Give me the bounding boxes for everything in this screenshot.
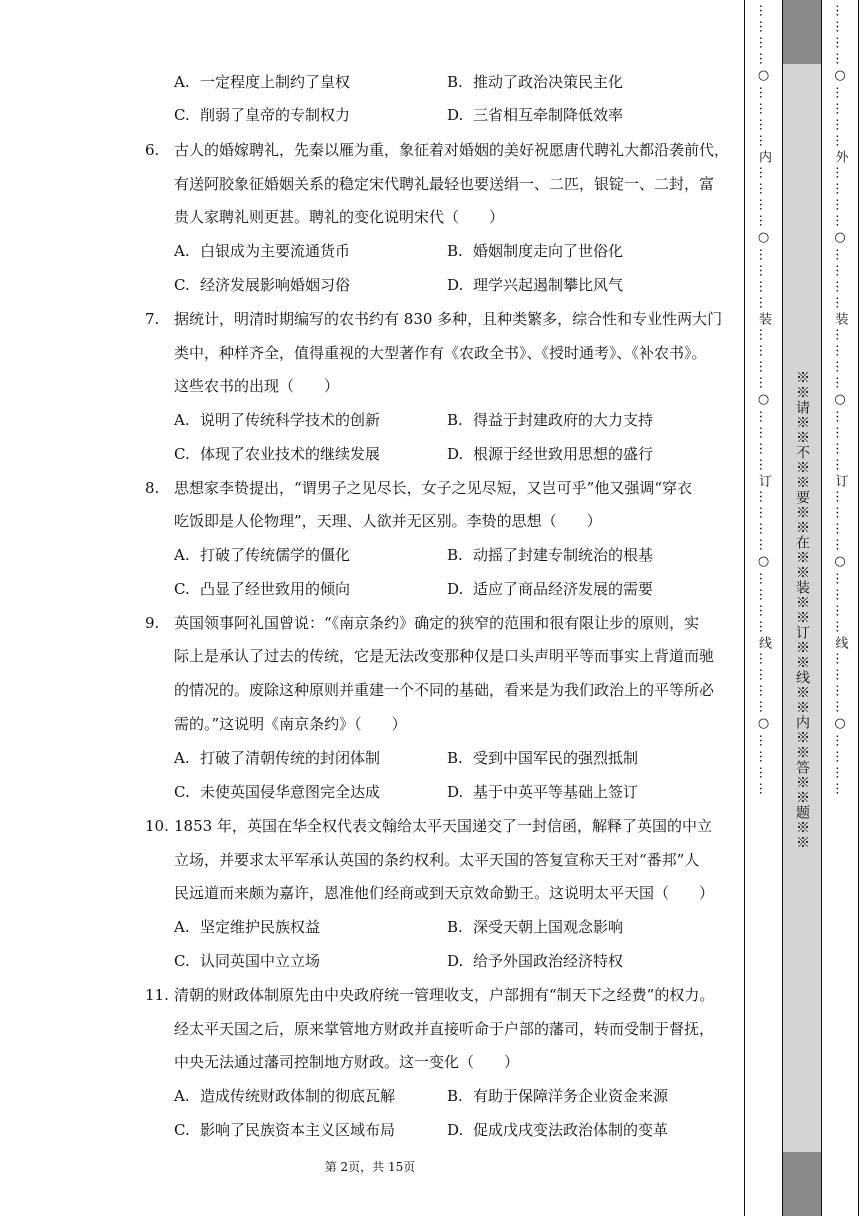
q6-text-line-2: 有送阿胶象征婚姻关系的稳定宋代聘礼最轻也要送绢一、二匹，银锭一、二封，富 <box>174 175 715 193</box>
q5-option-d: D. 三省相互牵制降低效率 <box>447 106 624 124</box>
q11-option-a: A. 造成传统财政体制的彻底瓦解 <box>174 1087 396 1105</box>
q11-text-line-1: 清朝的财政体制原先由中央政府统一管理收支，户部拥有“制天下之经费”的权力。 <box>174 986 715 1004</box>
q9-text-line-4: 需的。”这说明《南京条约》（ ） <box>174 715 407 733</box>
q10-option-d: D. 给予外国政治经济特权 <box>447 952 624 970</box>
q11-text-line-3: 中央无法通过藩司控制地方财政。这一变化（ ） <box>174 1053 520 1071</box>
q8-option-a: A. 打破了传统儒学的僵化 <box>174 546 351 564</box>
q10-text-line-1: 1853 年，英国在华全权代表文翰给太平天国递交了一封信函，解释了英国的中立 <box>174 817 712 835</box>
binding-notice: ※※请※※不※※要※※在※※装※※订※※线※※内※※答※※题※※ <box>794 370 810 850</box>
q8-number: 8. <box>145 479 160 497</box>
q7-option-d: D. 根源于经世致用思想的盛行 <box>447 445 654 463</box>
inner-binding-text: …………○…………内…………○…………装…………○…………订…………○…………线…………○………… <box>756 4 771 798</box>
q6-option-d: D. 理学兴起遏制攀比风气 <box>447 276 624 294</box>
q11-text-line-2: 经太平天国之后，原来掌管地方财政并直接听命于户部的藩司，转而受制于督抚， <box>174 1020 715 1038</box>
q7-text-line-1: 据统计，明清时期编写的农书约有 830 多种，且种类繁多，综合性和专业性两大门 <box>174 310 723 328</box>
q10-text-line-2: 立场，并要求太平军承认英国的条约权利。太平天国的答复宣称天王对“番邦”人 <box>174 851 700 869</box>
q10-option-b: B. 深受天朝上国观念影响 <box>447 918 624 936</box>
q10-number: 10. <box>145 817 169 835</box>
outer-binding-text: …………○…………外…………○…………装…………○…………订…………○…………线…………○………… <box>832 4 848 798</box>
q6-number: 6. <box>145 141 160 159</box>
bottom-dark-block <box>783 1152 821 1216</box>
q9-option-d: D. 基于中英平等基础上签订 <box>447 783 639 801</box>
outer-strip-border-right <box>858 0 859 1216</box>
q6-text-line-3: 贵人家聘礼则更甚。聘礼的变化说明宋代（ ） <box>174 208 505 226</box>
q8-text-line-1: 思想家李贽提出，“谓男子之见尽长，女子之见尽短，又岂可乎”他又强调“穿衣 <box>174 479 693 497</box>
inner-binding-strip <box>745 0 782 1216</box>
q6-option-a: A. 白银成为主要流通货币 <box>174 242 351 260</box>
q8-option-d: D. 适应了商品经济发展的需要 <box>447 580 654 598</box>
q7-text-line-3: 这些农书的出现（ ） <box>174 377 340 395</box>
q6-text-line-1: 古人的婚嫁聘礼，先秦以雁为重，象征着对婚姻的美好祝愿唐代聘礼大都沿袭前代， <box>174 141 730 159</box>
q9-option-c: C. 未使英国侵华意图完全达成 <box>174 783 381 801</box>
q9-text-line-1: 英国领事阿礼国曾说：“《南京条约》确定的狭窄的范围和很有限让步的原则，实 <box>174 614 700 632</box>
q11-number: 11. <box>145 986 169 1004</box>
q10-option-a: A. 坚定维护民族权益 <box>174 918 321 936</box>
q7-text-line-2: 类中，种样齐全，值得重视的大型著作有《农政全书》、《授时通考》、《补农书》。 <box>174 344 707 362</box>
q7-option-c: C. 体现了农业技术的继续发展 <box>174 445 381 463</box>
q8-option-c: C. 凸显了经世致用的倾向 <box>174 580 351 598</box>
q7-option-a: A. 说明了传统科学技术的创新 <box>174 411 381 429</box>
q7-option-b: B. 得益于封建政府的大力支持 <box>447 411 654 429</box>
q5-option-b: B. 推动了政治决策民主化 <box>447 73 624 91</box>
q5-option-a: A. 一定程度上制约了皇权 <box>174 73 351 91</box>
q9-text-line-3: 的情况的。废除这种原则并重建一个不同的基础，看来是为我们政治上的平等所必 <box>174 681 715 699</box>
q10-text-line-3: 民远道而来颇为嘉许，恩准他们经商或到天京效命勤王。这说明太平天国（ ） <box>174 884 715 902</box>
q8-option-b: B. 动摇了封建专制统治的根基 <box>447 546 654 564</box>
q11-option-c: C. 影响了民族资本主义区域布局 <box>174 1121 396 1139</box>
page-footer: 第 2页，共 15页 <box>324 1160 416 1174</box>
q6-option-b: B. 婚姻制度走向了世俗化 <box>447 242 624 260</box>
q9-option-a: A. 打破了清朝传统的封闭体制 <box>174 749 381 767</box>
q11-option-d: D. 促成戊戌变法政治体制的变革 <box>447 1121 669 1139</box>
q9-text-line-2: 际上是承认了过去的传统，它是无法改变那种仅是口头声明平等而事实上背道而驰 <box>174 647 715 665</box>
outer-binding-strip <box>822 0 858 1216</box>
q8-text-line-2: 吃饭即是人伦物理”，天理、人欲并无区别。李贽的思想（ ） <box>174 512 602 530</box>
q5-option-c: C. 削弱了皇帝的专制权力 <box>174 106 351 124</box>
q9-option-b: B. 受到中国军民的强烈抵制 <box>447 749 639 767</box>
top-dark-block <box>783 0 821 64</box>
q11-option-b: B. 有助于保障洋务企业资金来源 <box>447 1087 669 1105</box>
q6-option-c: C. 经济发展影响婚姻习俗 <box>174 276 351 294</box>
q9-number: 9. <box>145 614 160 632</box>
q7-number: 7. <box>145 310 160 328</box>
q10-option-c: C. 认同英国中立立场 <box>174 952 321 970</box>
